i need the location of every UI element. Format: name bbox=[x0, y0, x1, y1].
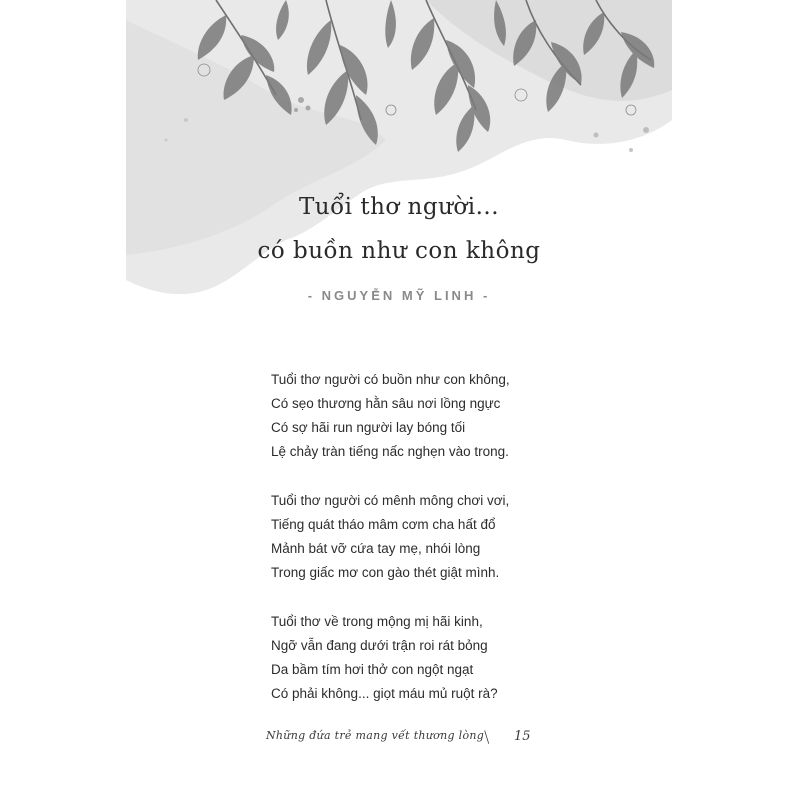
poem-title-line-1: Tuổi thơ người... bbox=[298, 194, 500, 220]
poem-line: Có phải không... giọt máu mủ ruột rà? bbox=[271, 686, 498, 701]
stanza-3 bbox=[271, 610, 631, 706]
poem-line: Có sẹo thương hằn sâu nơi lồng ngực bbox=[271, 396, 501, 411]
page-footer bbox=[266, 727, 566, 751]
book-page bbox=[126, 0, 672, 800]
poem-line: Tuổi thơ người có buồn như con không, bbox=[271, 372, 510, 387]
stanza-2 bbox=[271, 489, 631, 585]
poem-line: Có sợ hãi run người lay bóng tối bbox=[271, 420, 466, 435]
poem-line: Ngỡ vẫn đang dưới trận roi rát bỏng bbox=[271, 638, 488, 653]
poem-line: Tuổi thơ người có mênh mông chơi vơi, bbox=[271, 493, 510, 508]
poem-line: Tuổi thơ về trong mộng mị hãi kinh, bbox=[271, 614, 483, 629]
poem-line: Da bầm tím hơi thở con ngột ngạt bbox=[271, 662, 474, 677]
poem-line: Tiếng quát tháo mâm cơm cha hất đổ bbox=[271, 517, 496, 532]
poem-line: Mảnh bát vỡ cứa tay mẹ, nhói lòng bbox=[271, 541, 481, 556]
poem-line: Trong giấc mơ con gào thét giật mình. bbox=[271, 565, 500, 580]
footer-separator: \ bbox=[484, 727, 490, 746]
poem-line: Lệ chảy tràn tiếng nấc nghẹn vào trong. bbox=[271, 444, 509, 459]
poem-author: - NGUYỄN MỸ LINH - bbox=[307, 288, 491, 303]
footer-book-title: Những đứa trẻ mang vết thương lòng bbox=[266, 729, 485, 742]
poem-title-line-2: có buồn như con không bbox=[257, 238, 541, 264]
page-number: 15 bbox=[514, 729, 531, 744]
stanza-1 bbox=[271, 368, 631, 464]
poem-body bbox=[271, 368, 631, 731]
